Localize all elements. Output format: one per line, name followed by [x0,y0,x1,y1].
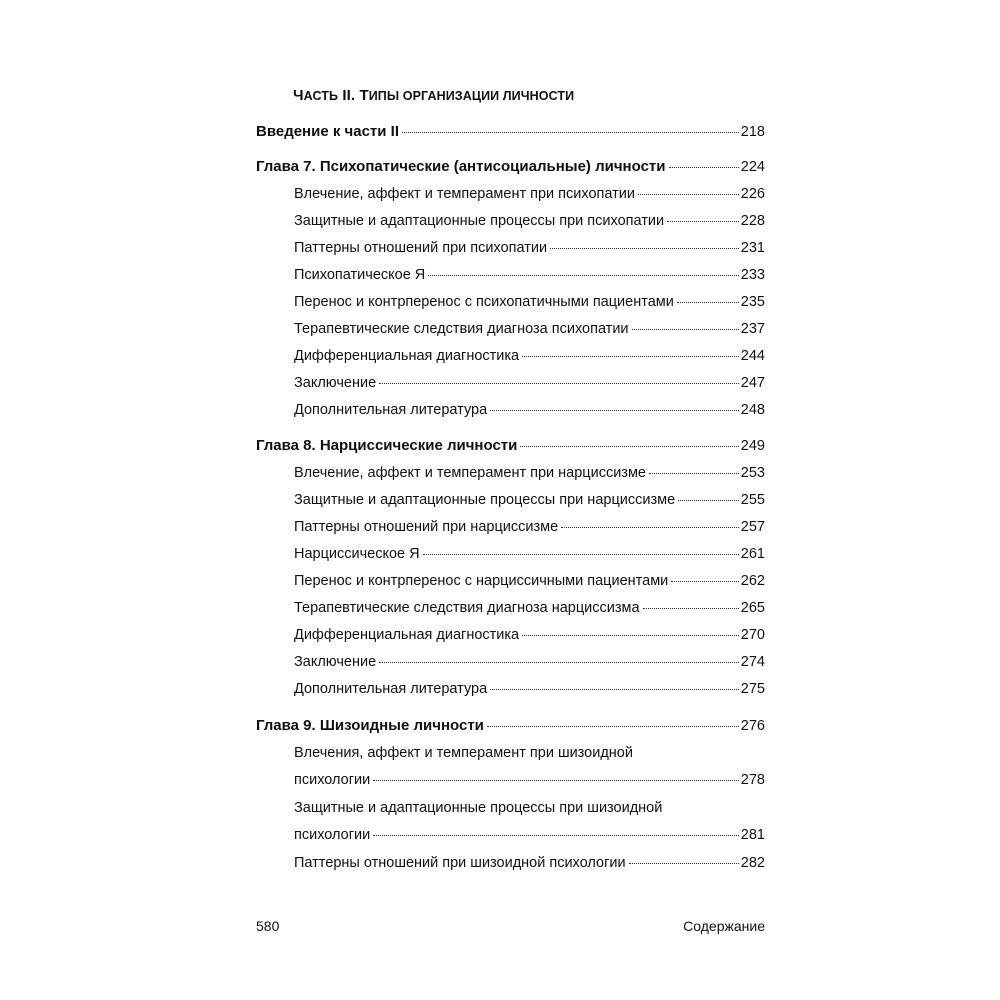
toc-page-number: 281 [740,827,765,843]
toc-page-number: 265 [740,600,765,616]
toc-page-number: 278 [740,772,765,788]
toc-entry-label: Терапевтические следствия диагноза психопатии [294,321,629,337]
toc-entry-label: Терапевтические следствия диагноза нарциссизма [294,600,640,616]
toc-item[interactable] [294,346,765,366]
toc-page-number: 224 [740,159,765,175]
toc-item[interactable] [294,184,765,204]
toc-page-number: 247 [740,375,765,391]
toc-entry-label: Перенос и контрперенос с нарциссичными пациентами [294,573,669,589]
toc-item[interactable] [294,292,765,312]
dot-leader [373,835,739,836]
toc-item-first-line[interactable]: Защитные и адаптационные процессы при шизоидной [294,800,663,816]
toc-chapter-8[interactable] [256,436,765,456]
toc-page-number: 248 [740,402,765,418]
toc-item[interactable] [294,652,765,672]
toc-entry-label: Глава 7. Психопатические (антисоциальные) личности [256,158,666,175]
toc-item[interactable] [294,825,765,845]
toc-entry-label: Введение к части II [256,123,399,140]
toc-page-number: 235 [740,294,765,310]
toc-item[interactable] [294,571,765,591]
toc-page-number: 233 [740,267,765,283]
toc-item[interactable] [294,679,765,699]
toc-page-number: 237 [740,321,765,337]
toc-chapter-7[interactable] [256,157,765,177]
toc-item[interactable] [294,598,765,618]
dot-leader [490,410,739,411]
toc-entry-label: Дифференциальная диагностика [294,627,520,643]
toc-item[interactable] [294,373,765,393]
toc-item-first-line[interactable]: Влечения, аффект и темперамент при шизоидной [294,745,633,761]
toc-entry-label: Глава 9. Шизоидные личности [256,717,484,734]
toc-page-number: 275 [740,681,765,697]
dot-leader [490,689,739,690]
dot-leader [379,662,739,663]
page-number: 580 [256,918,280,934]
dot-leader [669,167,739,168]
toc-entry-label: Влечение, аффект и темперамент при нарциссизме [294,465,646,481]
running-title: Содержание [683,918,765,934]
toc-page-number: 276 [740,718,765,734]
toc-entry-label: Дифференциальная диагностика [294,348,520,364]
dot-leader [649,473,739,474]
toc-item[interactable] [294,853,765,873]
toc-entry-label: Дополнительная литература [294,681,488,697]
toc-entry-label: Защитные и адаптационные процессы при нарциссизме [294,492,676,508]
toc-page-number: 249 [740,438,765,454]
dot-leader [678,500,739,501]
dot-leader [428,275,739,276]
toc-entry-label: Глава 8. Нарциссические личности [256,437,518,454]
dot-leader [550,248,739,249]
toc-chapter-9[interactable] [256,716,765,736]
toc-item[interactable] [294,463,765,483]
toc-entry-label: психологии [294,772,371,788]
dot-leader [520,446,738,447]
dot-leader [629,863,739,864]
toc-entry-label: психологии [294,827,371,843]
dot-leader [402,132,739,133]
toc-entry-label: Нарциссическое Я [294,546,420,562]
toc-page-number: 255 [740,492,765,508]
toc-page-number: 257 [740,519,765,535]
toc-entry-label: Паттерны отношений при шизоидной психологии [294,855,626,871]
toc-entry-label: Заключение [294,654,377,670]
dot-leader [561,527,739,528]
toc-page-number: 262 [740,573,765,589]
toc-entry-label: Заключение [294,375,377,391]
table-of-contents [256,0,765,1000]
toc-page-number: 231 [740,240,765,256]
dot-leader [632,329,739,330]
dot-leader [522,635,739,636]
dot-leader [522,356,739,357]
part-title: ЧАСТЬ II. ТИПЫ ОРГАНИЗАЦИИ ЛИЧНОСТИ [293,87,575,104]
toc-page-number: 282 [740,855,765,871]
toc-item[interactable] [294,544,765,564]
toc-item[interactable] [294,770,765,790]
toc-entry-intro[interactable] [256,122,765,142]
toc-entry-label: Паттерны отношений при нарциссизме [294,519,559,535]
toc-page-number: 253 [740,465,765,481]
toc-page-number: 226 [740,186,765,202]
dot-leader [671,581,739,582]
toc-entry-label: Перенос и контрперенос с психопатичными пациентами [294,294,674,310]
toc-entry-label: Дополнительная литература [294,402,488,418]
dot-leader [373,780,739,781]
dot-leader [667,221,739,222]
toc-entry-label: Паттерны отношений при психопатии [294,240,548,256]
toc-page-number: 218 [740,124,765,140]
dot-leader [379,383,739,384]
dot-leader [487,726,739,727]
toc-item[interactable] [294,238,765,258]
toc-item[interactable] [294,319,765,339]
dot-leader [677,302,739,303]
toc-page-number: 270 [740,627,765,643]
toc-page-number: 261 [740,546,765,562]
toc-item[interactable] [294,211,765,231]
dot-leader [643,608,739,609]
toc-page-number: 274 [740,654,765,670]
toc-item[interactable] [294,517,765,537]
toc-item[interactable] [294,490,765,510]
dot-leader [423,554,739,555]
toc-item[interactable] [294,265,765,285]
toc-entry-label: Психопатическое Я [294,267,426,283]
dot-leader [638,194,739,195]
toc-item[interactable] [294,625,765,645]
toc-item[interactable] [294,400,765,420]
toc-entry-label: Защитные и адаптационные процессы при психопатии [294,213,665,229]
toc-page-number: 244 [740,348,765,364]
toc-entry-label: Влечение, аффект и темперамент при психопатии [294,186,635,202]
toc-page-number: 228 [740,213,765,229]
